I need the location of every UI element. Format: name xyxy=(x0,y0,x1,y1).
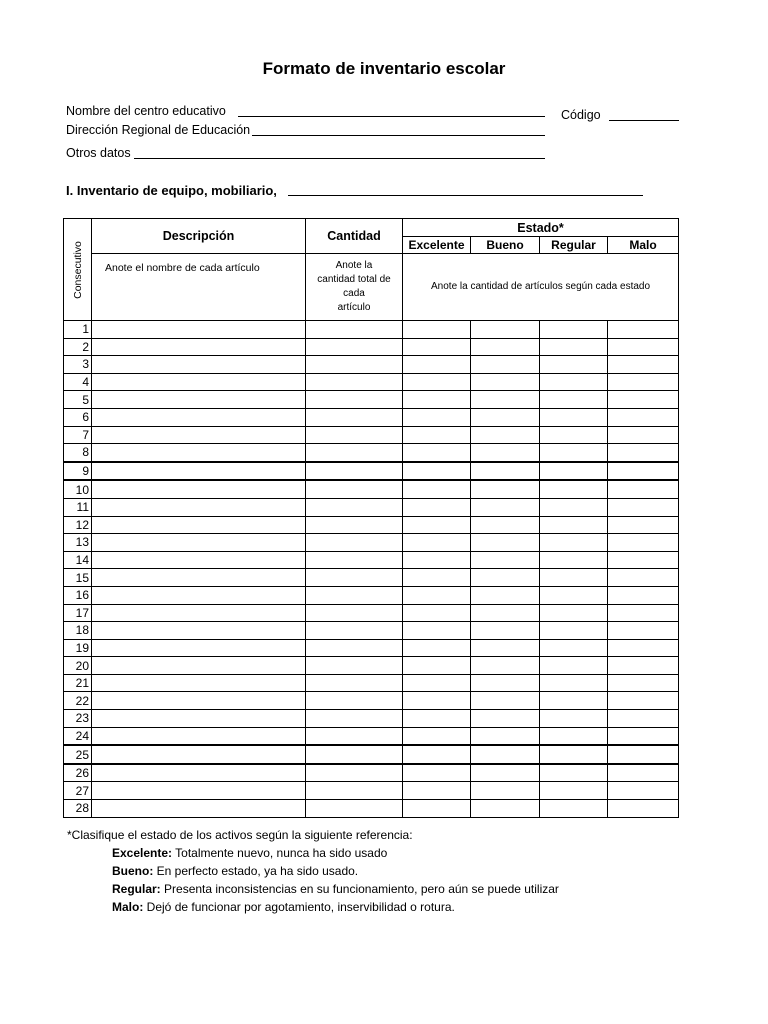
row-number: 6 xyxy=(64,408,92,426)
row-number: 1 xyxy=(64,321,92,339)
malo-cell[interactable] xyxy=(608,727,679,745)
table-row xyxy=(64,356,679,374)
bueno-cell[interactable] xyxy=(471,657,540,675)
centro-label: Nombre del centro educativo xyxy=(66,104,226,118)
regular-cell[interactable] xyxy=(540,604,608,622)
bueno-cell[interactable] xyxy=(471,516,540,534)
table-row xyxy=(64,373,679,391)
inventory-table xyxy=(63,218,679,818)
bueno-cell[interactable] xyxy=(471,764,540,782)
table-row xyxy=(64,321,679,339)
malo-cell[interactable] xyxy=(608,516,679,534)
descripcion-cell[interactable] xyxy=(92,800,306,818)
descripcion-cell[interactable] xyxy=(92,534,306,552)
note-term: Bueno: xyxy=(112,864,154,878)
descripcion-cell[interactable] xyxy=(92,657,306,675)
table-row xyxy=(64,657,679,675)
cantidad-cell[interactable] xyxy=(306,480,403,498)
regular-cell[interactable] xyxy=(540,516,608,534)
bueno-cell[interactable] xyxy=(471,745,540,764)
table-row xyxy=(64,800,679,818)
descripcion-cell[interactable] xyxy=(92,569,306,587)
cantidad-cell[interactable] xyxy=(306,569,403,587)
bueno-cell[interactable] xyxy=(471,586,540,604)
cantidad-cell[interactable] xyxy=(306,391,403,409)
codigo-label: Código xyxy=(561,108,601,122)
descripcion-cell[interactable] xyxy=(92,586,306,604)
bueno-header: Bueno xyxy=(471,237,540,254)
cantidad-cell[interactable] xyxy=(306,408,403,426)
regular-cell[interactable] xyxy=(540,782,608,800)
regular-cell[interactable] xyxy=(540,764,608,782)
malo-cell[interactable] xyxy=(608,692,679,710)
descripcion-cell[interactable] xyxy=(92,498,306,516)
descripcion-instruction: Anote el nombre de cada artículo xyxy=(92,254,306,321)
regular-cell[interactable] xyxy=(540,569,608,587)
malo-cell[interactable] xyxy=(608,764,679,782)
otros-datos-field-line[interactable] xyxy=(134,158,545,159)
row-number: 22 xyxy=(64,692,92,710)
descripcion-cell[interactable] xyxy=(92,373,306,391)
excelente-cell[interactable] xyxy=(403,674,471,692)
note-excelente xyxy=(67,844,559,862)
table-row xyxy=(64,692,679,710)
descripcion-cell[interactable] xyxy=(92,745,306,764)
row-number: 27 xyxy=(64,782,92,800)
row-number: 21 xyxy=(64,674,92,692)
centro-field-line[interactable] xyxy=(238,116,545,117)
descripcion-cell[interactable] xyxy=(92,622,306,640)
bueno-cell[interactable] xyxy=(471,444,540,462)
note-bueno xyxy=(67,862,559,880)
excelente-cell[interactable] xyxy=(403,551,471,569)
regular-cell[interactable] xyxy=(540,800,608,818)
excelente-cell[interactable] xyxy=(403,373,471,391)
row-number: 8 xyxy=(64,444,92,462)
malo-cell[interactable] xyxy=(608,338,679,356)
cantidad-instruction-line: Anote la xyxy=(335,260,373,271)
bueno-cell[interactable] xyxy=(471,498,540,516)
regular-cell[interactable] xyxy=(540,586,608,604)
excelente-cell[interactable] xyxy=(403,498,471,516)
table-row xyxy=(64,462,679,481)
excelente-cell[interactable] xyxy=(403,480,471,498)
descripcion-cell[interactable] xyxy=(92,426,306,444)
row-number: 26 xyxy=(64,764,92,782)
cantidad-cell[interactable] xyxy=(306,782,403,800)
bueno-cell[interactable] xyxy=(471,551,540,569)
table-row xyxy=(64,710,679,728)
excelente-cell[interactable] xyxy=(403,657,471,675)
bueno-cell[interactable] xyxy=(471,373,540,391)
malo-cell[interactable] xyxy=(608,604,679,622)
row-number: 9 xyxy=(64,462,92,481)
descripcion-cell[interactable] xyxy=(92,710,306,728)
bueno-cell[interactable] xyxy=(471,782,540,800)
bueno-cell[interactable] xyxy=(471,710,540,728)
row-number: 19 xyxy=(64,639,92,657)
row-number: 7 xyxy=(64,426,92,444)
malo-cell[interactable] xyxy=(608,321,679,339)
row-number: 17 xyxy=(64,604,92,622)
excelente-cell[interactable] xyxy=(403,800,471,818)
table-row xyxy=(64,782,679,800)
descripcion-cell[interactable] xyxy=(92,674,306,692)
descripcion-cell[interactable] xyxy=(92,462,306,481)
bueno-cell[interactable] xyxy=(471,391,540,409)
malo-cell[interactable] xyxy=(608,462,679,481)
regular-cell[interactable] xyxy=(540,692,608,710)
excelente-cell[interactable] xyxy=(403,426,471,444)
table-row xyxy=(64,745,679,764)
bueno-cell[interactable] xyxy=(471,462,540,481)
table-row xyxy=(64,426,679,444)
descripcion-cell[interactable] xyxy=(92,764,306,782)
table-row xyxy=(64,639,679,657)
note-term: Excelente: xyxy=(112,846,173,860)
regular-cell[interactable] xyxy=(540,551,608,569)
excelente-cell[interactable] xyxy=(403,321,471,339)
malo-cell[interactable] xyxy=(608,569,679,587)
regular-cell[interactable] xyxy=(540,426,608,444)
cantidad-cell[interactable] xyxy=(306,321,403,339)
note-term: Regular: xyxy=(112,882,161,896)
row-number: 28 xyxy=(64,800,92,818)
table-row xyxy=(64,480,679,498)
malo-cell[interactable] xyxy=(608,745,679,764)
cantidad-cell[interactable] xyxy=(306,622,403,640)
bueno-cell[interactable] xyxy=(471,321,540,339)
cantidad-cell[interactable] xyxy=(306,674,403,692)
malo-cell[interactable] xyxy=(608,586,679,604)
malo-cell[interactable] xyxy=(608,639,679,657)
cantidad-cell[interactable] xyxy=(306,764,403,782)
excelente-cell[interactable] xyxy=(403,462,471,481)
cantidad-cell[interactable] xyxy=(306,426,403,444)
row-number: 25 xyxy=(64,745,92,764)
bueno-cell[interactable] xyxy=(471,426,540,444)
descripcion-cell[interactable] xyxy=(92,604,306,622)
excelente-cell[interactable] xyxy=(403,710,471,728)
cantidad-cell[interactable] xyxy=(306,586,403,604)
excelente-cell[interactable] xyxy=(403,516,471,534)
descripcion-header: Descripción xyxy=(92,219,306,254)
excelente-cell[interactable] xyxy=(403,356,471,374)
table-row xyxy=(64,764,679,782)
cantidad-cell[interactable] xyxy=(306,745,403,764)
bueno-cell[interactable] xyxy=(471,569,540,587)
bueno-cell[interactable] xyxy=(471,408,540,426)
table-row xyxy=(64,338,679,356)
excelente-cell[interactable] xyxy=(403,745,471,764)
malo-header: Malo xyxy=(608,237,679,254)
excelente-header: Excelente xyxy=(403,237,471,254)
cantidad-cell[interactable] xyxy=(306,444,403,462)
malo-cell[interactable] xyxy=(608,391,679,409)
excelente-cell[interactable] xyxy=(403,569,471,587)
malo-cell[interactable] xyxy=(608,534,679,552)
malo-cell[interactable] xyxy=(608,622,679,640)
regular-cell[interactable] xyxy=(540,408,608,426)
row-number: 3 xyxy=(64,356,92,374)
cantidad-instruction-line: cada xyxy=(343,288,365,299)
table-row xyxy=(64,604,679,622)
regular-cell[interactable] xyxy=(540,710,608,728)
bueno-cell[interactable] xyxy=(471,534,540,552)
regular-cell[interactable] xyxy=(540,356,608,374)
descripcion-cell[interactable] xyxy=(92,356,306,374)
cantidad-cell[interactable] xyxy=(306,800,403,818)
section-title: I. Inventario de equipo, mobiliario, xyxy=(66,183,277,198)
table-body xyxy=(64,321,679,818)
descripcion-cell[interactable] xyxy=(92,408,306,426)
codigo-field-line[interactable] xyxy=(609,120,679,121)
malo-cell[interactable] xyxy=(608,408,679,426)
table-row xyxy=(64,622,679,640)
row-number: 23 xyxy=(64,710,92,728)
malo-cell[interactable] xyxy=(608,480,679,498)
regular-cell[interactable] xyxy=(540,727,608,745)
bueno-cell[interactable] xyxy=(471,604,540,622)
bueno-cell[interactable] xyxy=(471,622,540,640)
regular-cell[interactable] xyxy=(540,462,608,481)
excelente-cell[interactable] xyxy=(403,444,471,462)
cantidad-cell[interactable] xyxy=(306,338,403,356)
table-row xyxy=(64,498,679,516)
excelente-cell[interactable] xyxy=(403,408,471,426)
excelente-cell[interactable] xyxy=(403,586,471,604)
row-number: 5 xyxy=(64,391,92,409)
estado-instruction: Anote la cantidad de artículos según cada estado xyxy=(403,254,679,321)
regular-cell[interactable] xyxy=(540,639,608,657)
regular-cell[interactable] xyxy=(540,657,608,675)
regular-cell[interactable] xyxy=(540,391,608,409)
cantidad-cell[interactable] xyxy=(306,727,403,745)
direccion-field-line[interactable] xyxy=(252,135,545,136)
bueno-cell[interactable] xyxy=(471,727,540,745)
cantidad-cell[interactable] xyxy=(306,604,403,622)
malo-cell[interactable] xyxy=(608,674,679,692)
excelente-cell[interactable] xyxy=(403,338,471,356)
row-number: 11 xyxy=(64,498,92,516)
regular-cell[interactable] xyxy=(540,321,608,339)
cantidad-cell[interactable] xyxy=(306,462,403,481)
regular-cell[interactable] xyxy=(540,338,608,356)
malo-cell[interactable] xyxy=(608,426,679,444)
table-row xyxy=(64,674,679,692)
regular-cell[interactable] xyxy=(540,745,608,764)
bueno-cell[interactable] xyxy=(471,356,540,374)
cantidad-cell[interactable] xyxy=(306,692,403,710)
malo-cell[interactable] xyxy=(608,551,679,569)
table-row xyxy=(64,727,679,745)
bueno-cell[interactable] xyxy=(471,692,540,710)
row-number: 12 xyxy=(64,516,92,534)
notes-intro: *Clasifique el estado de los activos según la siguiente referencia: xyxy=(67,828,413,842)
malo-cell[interactable] xyxy=(608,373,679,391)
notes-section xyxy=(67,826,559,916)
estado-header: Estado* xyxy=(403,219,679,237)
bueno-cell[interactable] xyxy=(471,338,540,356)
cantidad-cell[interactable] xyxy=(306,373,403,391)
otros-datos-label: Otros datos xyxy=(66,146,131,160)
descripcion-cell[interactable] xyxy=(92,639,306,657)
descripcion-cell[interactable] xyxy=(92,444,306,462)
table-row xyxy=(64,569,679,587)
malo-cell[interactable] xyxy=(608,800,679,818)
excelente-cell[interactable] xyxy=(403,782,471,800)
regular-header: Regular xyxy=(540,237,608,254)
regular-cell[interactable] xyxy=(540,373,608,391)
note-term: Malo: xyxy=(112,900,144,914)
regular-cell[interactable] xyxy=(540,480,608,498)
cantidad-cell[interactable] xyxy=(306,657,403,675)
row-number: 2 xyxy=(64,338,92,356)
row-number: 18 xyxy=(64,622,92,640)
descripcion-cell[interactable] xyxy=(92,692,306,710)
note-text: En perfecto estado, ya ha sido usado. xyxy=(153,864,359,878)
regular-cell[interactable] xyxy=(540,498,608,516)
note-text: Dejó de funcionar por agotamiento, inservibilidad o rotura. xyxy=(143,900,455,914)
table-row xyxy=(64,391,679,409)
bueno-cell[interactable] xyxy=(471,800,540,818)
descripcion-cell[interactable] xyxy=(92,391,306,409)
row-number: 16 xyxy=(64,586,92,604)
excelente-cell[interactable] xyxy=(403,692,471,710)
row-number: 24 xyxy=(64,727,92,745)
note-text: Totalmente nuevo, nunca ha sido usado xyxy=(172,846,388,860)
note-regular xyxy=(67,880,559,898)
regular-cell[interactable] xyxy=(540,534,608,552)
malo-cell[interactable] xyxy=(608,710,679,728)
malo-cell[interactable] xyxy=(608,657,679,675)
cantidad-instruction xyxy=(306,254,403,321)
excelente-cell[interactable] xyxy=(403,391,471,409)
row-number: 4 xyxy=(64,373,92,391)
cantidad-header: Cantidad xyxy=(306,219,403,254)
excelente-cell[interactable] xyxy=(403,639,471,657)
malo-cell[interactable] xyxy=(608,444,679,462)
cantidad-cell[interactable] xyxy=(306,356,403,374)
excelente-cell[interactable] xyxy=(403,622,471,640)
cantidad-cell[interactable] xyxy=(306,639,403,657)
table-row xyxy=(64,551,679,569)
cantidad-cell[interactable] xyxy=(306,710,403,728)
table-row xyxy=(64,516,679,534)
malo-cell[interactable] xyxy=(608,782,679,800)
note-malo xyxy=(67,898,559,916)
descripcion-cell[interactable] xyxy=(92,338,306,356)
descripcion-cell[interactable] xyxy=(92,782,306,800)
cantidad-cell[interactable] xyxy=(306,516,403,534)
cantidad-cell[interactable] xyxy=(306,498,403,516)
bueno-cell[interactable] xyxy=(471,674,540,692)
bueno-cell[interactable] xyxy=(471,639,540,657)
malo-cell[interactable] xyxy=(608,356,679,374)
row-number: 20 xyxy=(64,657,92,675)
bueno-cell[interactable] xyxy=(471,480,540,498)
page-title: Formato de inventario escolar xyxy=(262,59,506,78)
table-row xyxy=(64,586,679,604)
excelente-cell[interactable] xyxy=(403,604,471,622)
descripcion-cell[interactable] xyxy=(92,321,306,339)
cantidad-instruction-line: cantidad total de xyxy=(317,274,391,285)
cantidad-cell[interactable] xyxy=(306,534,403,552)
note-text: Presenta inconsistencias en su funcionamiento, pero aún se puede utilizar xyxy=(160,882,559,896)
table-row xyxy=(64,408,679,426)
row-number: 15 xyxy=(64,569,92,587)
descripcion-cell[interactable] xyxy=(92,480,306,498)
table-row xyxy=(64,444,679,462)
regular-cell[interactable] xyxy=(540,622,608,640)
regular-cell[interactable] xyxy=(540,674,608,692)
excelente-cell[interactable] xyxy=(403,534,471,552)
table-row xyxy=(64,534,679,552)
cantidad-instruction-line: artículo xyxy=(337,302,371,313)
consecutivo-label: Consecutivo xyxy=(71,240,84,299)
regular-cell[interactable] xyxy=(540,444,608,462)
row-number: 10 xyxy=(64,480,92,498)
excelente-cell[interactable] xyxy=(403,764,471,782)
descripcion-cell[interactable] xyxy=(92,516,306,534)
row-number: 14 xyxy=(64,551,92,569)
malo-cell[interactable] xyxy=(608,498,679,516)
descripcion-cell[interactable] xyxy=(92,551,306,569)
section-field-line[interactable] xyxy=(288,195,643,196)
excelente-cell[interactable] xyxy=(403,727,471,745)
consecutivo-header xyxy=(64,219,92,321)
descripcion-cell[interactable] xyxy=(92,727,306,745)
cantidad-cell[interactable] xyxy=(306,551,403,569)
direccion-label: Dirección Regional de Educación xyxy=(66,123,251,137)
row-number: 13 xyxy=(64,534,92,552)
